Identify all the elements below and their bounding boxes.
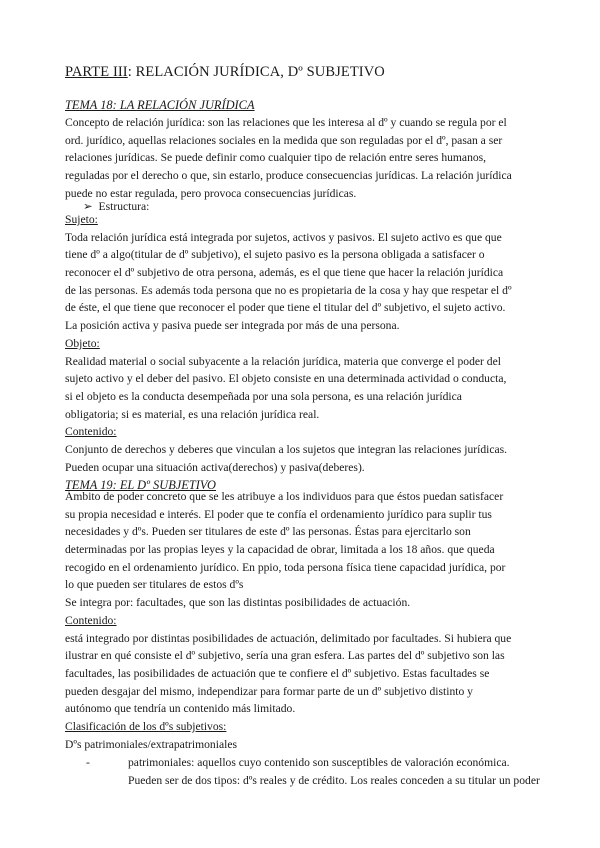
sujeto-section (65, 211, 535, 476)
paragraph-line: reconocer el dº subjetivo de otra persona, además, es el que tiene que hacer la relación jurídica (65, 266, 504, 280)
list-item-line (86, 754, 540, 772)
paragraph-line: determinadas por las propias leyes y la capacidad de obrar, limitada a los 18 años. que queda (65, 543, 495, 557)
topic-heading-19: TEMA 19: EL Dº SUBJETIVO (65, 478, 217, 492)
paragraph-line: necesidades y dºs. Pueden ser titulares de este dº las personas. Éstas para ejercitarlo son (65, 525, 471, 539)
paragraph-line: obligatoria; si es material, es una relación jurídica real. (65, 407, 320, 421)
paragraph-line: Dºs patrimoniales/extrapatrimoniales (65, 737, 237, 751)
derecho-subjetivo-section (65, 488, 535, 753)
paragraph-line: sujeto activo y el deber del pasivo. El objeto consiste en una determinada actividad o conducta, (65, 372, 507, 386)
paragraph-line: autónomo que tendría un contenido más limitado. (65, 702, 296, 716)
paragraph-line: facultades, las posibilidades de actuación que te confiere el dº subjetivo. Estas facultades se (65, 666, 490, 680)
topic-heading-18: TEMA 18: LA RELACIÓN JURÍDICA (65, 98, 255, 112)
paragraph-line: de éste, el que tiene que reconocer el poder que tiene el titular del dº subjetivo, el sujeto activo. (65, 301, 506, 315)
paragraph-line: está integrado por distintas posibilidades de actuación, delimitado por facultades. Si hubiera que (65, 631, 512, 645)
section-subheading: Objeto: (65, 336, 100, 350)
paragraph-line: La posición activa y pasiva puede ser integrada por más de una persona. (65, 319, 400, 333)
paragraph-line: Pueden ocupar una situación activa(derechos) y pasiva(deberes). (65, 460, 365, 474)
paragraph-line: Concepto de relación jurídica: son las relaciones que les interesa al dº y cuando se regula por el (65, 116, 507, 129)
paragraph-line: pueden desgajar del mismo, independizar para formar parte de un dº subjetivo distinto y (65, 684, 473, 698)
paragraph-line: si el objeto es la conducta desempeñada por una sola persona, es una relación jurídica (65, 389, 462, 403)
part-label: PARTE III (65, 64, 128, 80)
paragraph-line: relaciones jurídicas. Se puede definir como cualquier tipo de relación entre seres humanos, (65, 151, 487, 165)
bullet-label: Estructura: (98, 200, 150, 213)
section-subheading: Contenido: (65, 425, 117, 439)
part-subtitle: : RELACIÓN JURÍDICA, Dº SUBJETIVO (127, 64, 385, 80)
paragraph-line: Realidad material o social subyacente a la relación jurídica, materia que converge el poder del (65, 354, 501, 368)
paragraph-line: Se integra por: facultades, que son las distintas posibilidades de actuación. (65, 596, 411, 610)
paragraph-line: lo que pueden ser titulares de estos dºs (65, 578, 244, 592)
arrow-bullet-icon: ➢ (83, 200, 93, 213)
paragraph-line: reguladas por el derecho o que, sin estarlo, produce consecuencias jurídicas. La relación jurídica (65, 169, 512, 183)
section-subheading: Clasificación de los dºs subjetivos: (65, 719, 227, 733)
section-subheading: Sujeto: (65, 213, 98, 226)
paragraph-line: de las personas. Es además toda persona que no es propietaria de la cosa y hay que respetar el dº (65, 283, 512, 297)
relacion-juridica-concept (65, 114, 535, 202)
dash-bullet: - (86, 756, 90, 769)
paragraph-line: Toda relación jurídica está integrada por sujetos, activos y pasivos. El sujeto activo es que que (65, 230, 502, 244)
list-item (86, 754, 540, 789)
section-subheading: Contenido: (65, 613, 117, 627)
paragraph-line: Ámbito de poder concreto que se les atribuye a los individuos para que éstos puedan satisfacer (65, 490, 504, 503)
list-item-text: patrimoniales: aquellos cuyo contenido son susceptibles de valoración económica. (128, 756, 510, 769)
page-title (65, 64, 385, 81)
list-item-line: Pueden ser de dos tipos: dºs reales y de crédito. Los reales conceden a su titular un poder (128, 773, 540, 787)
paragraph-line: puede no estar regulada, pero provoca consecuencias jurídicas. (65, 186, 357, 200)
paragraph-line: tiene dº a algo(titular de dº subjetivo), el sujeto pasivo es la persona obligada a satisfacer o (65, 248, 485, 262)
paragraph-line: Conjunto de derechos y deberes que vinculan a los sujetos que integran las relaciones jurídicas. (65, 442, 508, 456)
paragraph-line: su propia necesidad e interés. El poder que te confía el ordenamiento jurídico para suplir tus (65, 507, 492, 521)
paragraph-line: recogido en el ordenamiento jurídico. En ppio, toda persona física tiene capacidad jurídica, por (65, 560, 506, 574)
paragraph-line: ord. jurídico, aquellas relaciones sociales en la medida que son reguladas por el dº, pasan a ser (65, 133, 503, 147)
paragraph-line: ilustrar en qué consiste el dº subjetivo, sería una gran esfera. Las partes del dº subjetivo son las (65, 649, 505, 663)
